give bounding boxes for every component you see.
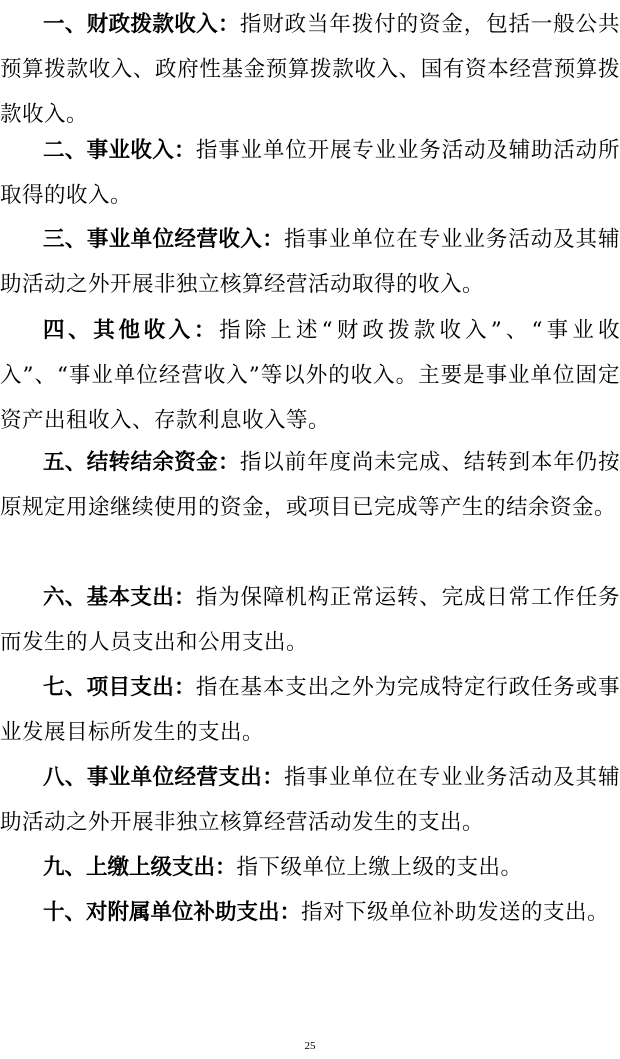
paragraph-operating-expenditure <box>0 755 620 845</box>
term-label: 十、对附属单位补助支出： <box>43 900 302 925</box>
term-definition: 指事业单位开展专业业务活动及辅助活动所取得的收入。 <box>0 138 620 208</box>
paragraph-payment-to-superior <box>0 845 620 890</box>
term-definition: 指以前年度尚未完成、结转到本年仍按原规定用途继续使用的资金，或项目已完成等产生的结余资金。 <box>0 450 620 520</box>
term-label: 八、事业单位经营支出： <box>43 765 285 790</box>
paragraph-carryover-funds <box>0 440 620 530</box>
paragraph-project-expenditure <box>0 665 620 755</box>
term-label: 五、结转结余资金： <box>43 450 240 475</box>
term-definition: 指为保障机构正常运转、完成日常工作任务而发生的人员支出和公用支出。 <box>0 585 620 655</box>
term-definition: 指事业单位在专业业务活动及其辅助活动之外开展非独立核算经营活动取得的收入。 <box>0 227 620 297</box>
term-label: 二、事业收入： <box>43 138 196 163</box>
term-label: 三、事业单位经营收入： <box>43 227 285 252</box>
term-definition: 指除上述“财政拨款收入”、“事业收入”、“事业单位经营收入”等以外的收入。主要是事业单位固定资产出租收入、存款利息收入等。 <box>0 318 620 433</box>
paragraph-business-income <box>0 128 620 218</box>
term-definition: 指下级单位上缴上级的支出。 <box>236 855 523 880</box>
paragraph-subsidy-to-affiliates <box>0 890 620 935</box>
term-definition: 指事业单位在专业业务活动及其辅助活动之外开展非独立核算经营活动发生的支出。 <box>0 765 620 835</box>
paragraph-operating-income <box>0 217 620 307</box>
term-definition: 指财政当年拨付的资金，包括一般公共预算拨款收入、政府性基金预算拨款收入、国有资本经营预算拨款收入。 <box>0 12 620 127</box>
term-label: 九、上缴上级支出： <box>43 855 237 880</box>
paragraph-other-income <box>0 308 620 443</box>
term-label: 七、项目支出： <box>43 675 196 700</box>
term-label: 六、基本支出： <box>43 585 196 610</box>
paragraph-fiscal-appropriation-income <box>0 2 620 137</box>
term-label: 四、其他收入： <box>43 318 220 343</box>
page-number: 25 <box>304 1040 316 1052</box>
term-definition: 指对下级单位补助发送的支出。 <box>301 900 610 925</box>
paragraph-basic-expenditure <box>0 575 620 665</box>
term-label: 一、财政拨款收入： <box>43 12 240 37</box>
term-definition: 指在基本支出之外为完成特定行政任务或事业发展目标所发生的支出。 <box>0 675 620 745</box>
